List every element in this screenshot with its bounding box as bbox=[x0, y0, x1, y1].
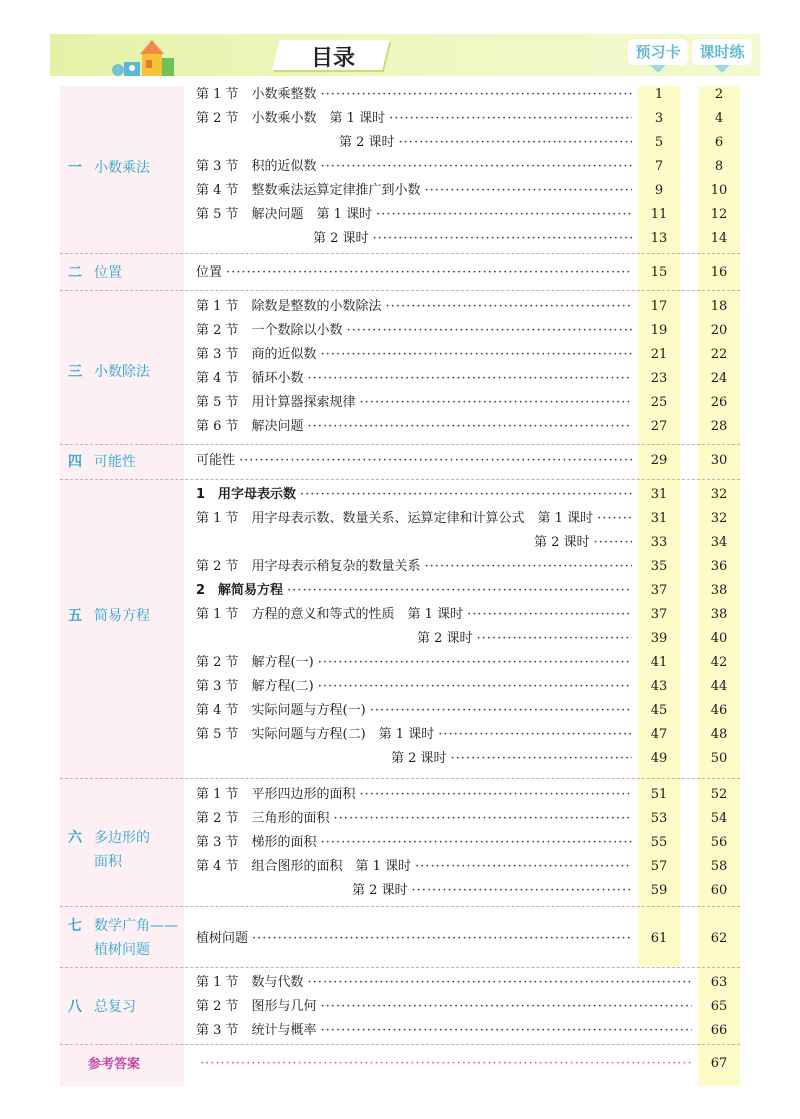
toc-entry-title: 第 4 节 组合图形的面积 第 1 课时 bbox=[196, 859, 412, 874]
toc-entry-title: 第 2 课时 bbox=[196, 631, 473, 646]
chapter-8[interactable] bbox=[68, 995, 136, 1019]
toc-entry-title: 第 2 节 解方程(一) bbox=[196, 655, 314, 670]
chapter-6[interactable] bbox=[68, 826, 150, 874]
practice-page-number[interactable]: 63 bbox=[710, 975, 728, 990]
dot-leader bbox=[304, 972, 692, 994]
practice-page-number[interactable]: 52 bbox=[710, 787, 728, 802]
toc-header bbox=[50, 34, 760, 76]
toc-row[interactable] bbox=[196, 628, 632, 650]
preview-page-number[interactable]: 37 bbox=[650, 607, 668, 622]
practice-page-number[interactable]: 66 bbox=[710, 1023, 728, 1038]
practice-page-number[interactable]: 8 bbox=[714, 159, 724, 174]
practice-page-number[interactable]: 10 bbox=[710, 183, 728, 198]
chapter-4[interactable] bbox=[68, 450, 136, 474]
toc-row[interactable] bbox=[196, 320, 632, 342]
practice-page-number[interactable]: 48 bbox=[710, 727, 728, 742]
dot-leader bbox=[304, 368, 632, 390]
practice-page-number[interactable]: 32 bbox=[710, 487, 728, 502]
toc-entry-title: 第 2 课时 bbox=[196, 751, 447, 766]
toc-row[interactable] bbox=[196, 156, 632, 178]
preview-page-number[interactable]: 31 bbox=[650, 511, 668, 526]
dot-leader bbox=[411, 856, 632, 878]
practice-page-number[interactable]: 56 bbox=[710, 835, 728, 850]
dot-leader bbox=[372, 204, 632, 226]
answer-key-label[interactable]: 参考答案 bbox=[88, 1057, 141, 1072]
chapter-divider bbox=[60, 479, 740, 480]
dot-leader bbox=[304, 416, 632, 438]
preview-page-number[interactable]: 45 bbox=[650, 703, 668, 718]
toc-row[interactable] bbox=[196, 344, 632, 366]
toc-row[interactable] bbox=[196, 580, 632, 602]
dot-leader bbox=[283, 580, 632, 602]
preview-page-number[interactable]: 47 bbox=[650, 727, 668, 742]
toc-row[interactable] bbox=[196, 484, 632, 506]
toc-row[interactable] bbox=[196, 724, 632, 746]
preview-page-number[interactable]: 43 bbox=[650, 679, 668, 694]
toc-entry-title: 位置 bbox=[196, 265, 223, 280]
toc-entry-title: 第 1 节 用字母表示数、数量关系、运算定律和计算公式 第 1 课时 bbox=[196, 511, 594, 526]
toc-entry-title: 第 2 节 图形与几何 bbox=[196, 999, 317, 1014]
toc-row[interactable] bbox=[196, 928, 632, 950]
toc-entry-title: 第 6 节 解决问题 bbox=[196, 419, 304, 434]
dot-leader bbox=[369, 228, 632, 250]
preview-page-number[interactable]: 29 bbox=[650, 453, 668, 468]
toc-row[interactable] bbox=[196, 652, 632, 674]
dot-leader bbox=[385, 108, 632, 130]
preview-page-number[interactable]: 55 bbox=[650, 835, 668, 850]
chapter-divider bbox=[60, 906, 740, 907]
toc-row[interactable] bbox=[196, 604, 632, 626]
toc-entry-title: 第 2 课时 bbox=[196, 883, 408, 898]
preview-page-number[interactable]: 3 bbox=[654, 111, 664, 126]
chapter-number: 三 bbox=[68, 364, 82, 380]
practice-page-number[interactable]: 30 bbox=[710, 453, 728, 468]
dot-leader bbox=[590, 532, 632, 554]
toc-entry-title: 第 3 节 统计与概率 bbox=[196, 1023, 317, 1038]
toc-entry-title: 第 2 节 用字母表示稍复杂的数量关系 bbox=[196, 559, 421, 574]
practice-page-number[interactable]: 14 bbox=[710, 231, 728, 246]
preview-page-number[interactable]: 37 bbox=[650, 583, 668, 598]
chapter-name: 小数乘法 bbox=[94, 160, 150, 176]
toc-entry-title: 第 2 节 小数乘小数 第 1 课时 bbox=[196, 111, 386, 126]
preview-page-number[interactable]: 57 bbox=[650, 859, 668, 874]
practice-page-number[interactable]: 6 bbox=[714, 135, 724, 150]
dot-leader bbox=[408, 880, 632, 902]
toc-row[interactable] bbox=[196, 700, 632, 722]
toc-row[interactable] bbox=[196, 132, 632, 154]
practice-page-number[interactable]: 54 bbox=[710, 811, 728, 826]
toc-row[interactable] bbox=[196, 972, 692, 994]
chapter-divider bbox=[60, 1044, 740, 1045]
preview-page-number[interactable]: 7 bbox=[654, 159, 664, 174]
dot-leader bbox=[296, 484, 632, 506]
dot-leader bbox=[196, 1053, 692, 1075]
practice-page-number[interactable]: 58 bbox=[710, 859, 728, 874]
toc-entry-title: 第 3 节 梯形的面积 bbox=[196, 835, 317, 850]
preview-page-number[interactable]: 53 bbox=[650, 811, 668, 826]
practice-page-number[interactable]: 50 bbox=[710, 751, 728, 766]
toc-entry-title: 第 5 节 解决问题 第 1 课时 bbox=[196, 207, 373, 222]
chapter-name-line2: 面积 bbox=[94, 854, 122, 870]
chapter-5[interactable] bbox=[68, 604, 150, 628]
toc-entry-title: 第 3 节 解方程(二) bbox=[196, 679, 314, 694]
practice-page-number[interactable]: 38 bbox=[710, 607, 728, 622]
practice-page-number[interactable]: 18 bbox=[710, 299, 728, 314]
toc-entry-title: 1 用字母表示数 bbox=[196, 487, 297, 502]
dot-leader bbox=[317, 832, 632, 854]
dot-leader bbox=[356, 784, 632, 806]
toc-entry-title: 2 解简易方程 bbox=[196, 583, 284, 598]
toc-row[interactable] bbox=[196, 416, 632, 438]
toc-row[interactable] bbox=[196, 1053, 692, 1075]
practice-page-number[interactable]: 2 bbox=[714, 87, 724, 102]
toc-entry-title: 第 4 节 循环小数 bbox=[196, 371, 304, 386]
preview-page-number[interactable]: 21 bbox=[650, 347, 668, 362]
practice-tag: 课时练 bbox=[692, 39, 752, 65]
chapter-name: 总复习 bbox=[94, 999, 136, 1015]
chapter-number: 六 bbox=[68, 830, 82, 846]
chapter-divider bbox=[60, 967, 740, 968]
toc-entry-title: 第 3 节 积的近似数 bbox=[196, 159, 317, 174]
preview-card-tag: 预习卡 bbox=[628, 39, 688, 65]
practice-page-number[interactable]: 46 bbox=[710, 703, 728, 718]
toc-entry-title: 第 2 课时 bbox=[196, 231, 369, 246]
preview-page-number[interactable]: 59 bbox=[650, 883, 668, 898]
toc-entry-title: 第 1 节 除数是整数的小数除法 bbox=[196, 299, 382, 314]
toc-row[interactable] bbox=[196, 368, 632, 390]
toc-row[interactable] bbox=[196, 748, 632, 770]
chapter-number: 八 bbox=[68, 999, 82, 1015]
toc-entry-title: 第 2 节 一个数除以小数 bbox=[196, 323, 343, 338]
practice-page-number[interactable]: 36 bbox=[710, 559, 728, 574]
chapter-1[interactable] bbox=[68, 156, 150, 180]
preview-page-number[interactable]: 15 bbox=[650, 265, 668, 280]
toc-row[interactable] bbox=[196, 262, 632, 284]
toc-row[interactable] bbox=[196, 296, 632, 318]
toc-entry-title: 可能性 bbox=[196, 453, 236, 468]
toc-row[interactable] bbox=[196, 392, 632, 414]
chapter-number: 一 bbox=[68, 160, 82, 176]
preview-page-number[interactable]: 27 bbox=[650, 419, 668, 434]
dot-leader bbox=[463, 604, 632, 626]
preview-page-number[interactable]: 13 bbox=[650, 231, 668, 246]
chapter-number: 四 bbox=[68, 454, 82, 470]
preview-page-number[interactable]: 61 bbox=[650, 931, 668, 946]
toc-entry-title: 第 4 节 实际问题与方程(一) bbox=[196, 703, 366, 718]
dot-leader bbox=[421, 180, 632, 202]
chapter-name: 可能性 bbox=[94, 454, 136, 470]
toc-row[interactable] bbox=[196, 808, 632, 830]
practice-page-number[interactable]: 44 bbox=[710, 679, 728, 694]
dot-leader bbox=[314, 652, 632, 674]
toc-row[interactable] bbox=[196, 450, 632, 472]
preview-page-number[interactable]: 19 bbox=[650, 323, 668, 338]
dot-leader bbox=[356, 392, 632, 414]
toc-row[interactable] bbox=[196, 84, 632, 106]
chapter-name-line1: 多边形的 bbox=[94, 830, 150, 846]
toc-entry-title: 第 2 节 三角形的面积 bbox=[196, 811, 330, 826]
dot-leader bbox=[317, 84, 632, 106]
dot-leader bbox=[395, 132, 632, 154]
toc-row[interactable] bbox=[196, 108, 632, 130]
toc-row[interactable] bbox=[196, 880, 632, 902]
practice-page-number[interactable]: 20 bbox=[710, 323, 728, 338]
practice-page-number[interactable]: 12 bbox=[710, 207, 728, 222]
chapter-name: 简易方程 bbox=[94, 608, 150, 624]
dot-leader bbox=[447, 748, 632, 770]
practice-page-number[interactable]: 62 bbox=[710, 931, 728, 946]
preview-page-number[interactable]: 49 bbox=[650, 751, 668, 766]
toc-row[interactable] bbox=[196, 508, 632, 530]
chapter-7[interactable] bbox=[68, 914, 178, 962]
toc-row[interactable] bbox=[196, 784, 632, 806]
chapter-number: 五 bbox=[68, 608, 82, 624]
preview-page-number[interactable]: 23 bbox=[650, 371, 668, 386]
practice-page-number[interactable]: 24 bbox=[710, 371, 728, 386]
toc-entry-title: 第 1 节 数与代数 bbox=[196, 975, 304, 990]
toc-row[interactable] bbox=[196, 832, 632, 854]
practice-page-number[interactable]: 4 bbox=[714, 111, 724, 126]
toc-row[interactable] bbox=[196, 556, 632, 578]
chapter-name-line1: 数学广角—— bbox=[94, 918, 178, 934]
practice-page-number[interactable]: 34 bbox=[710, 535, 728, 550]
dot-leader bbox=[382, 296, 632, 318]
toc-entry-title: 第 2 课时 bbox=[196, 135, 395, 150]
toc-entry-title: 第 4 节 整数乘法运算定律推广到小数 bbox=[196, 183, 421, 198]
chapter-name-line2: 植树问题 bbox=[94, 942, 150, 958]
chapter-divider bbox=[60, 253, 740, 254]
dot-leader bbox=[421, 556, 632, 578]
practice-page-number[interactable]: 42 bbox=[710, 655, 728, 670]
dot-leader bbox=[317, 1020, 692, 1042]
chapter-2[interactable] bbox=[68, 261, 122, 285]
preview-page-number[interactable]: 51 bbox=[650, 787, 668, 802]
practice-page-number[interactable]: 67 bbox=[710, 1056, 728, 1071]
preview-page-number[interactable]: 1 bbox=[654, 87, 664, 102]
preview-page-number[interactable]: 9 bbox=[654, 183, 664, 198]
chapter-name: 位置 bbox=[94, 265, 122, 281]
toc-entry-title: 第 3 节 商的近似数 bbox=[196, 347, 317, 362]
preview-page-number[interactable]: 39 bbox=[650, 631, 668, 646]
preview-page-number[interactable]: 5 bbox=[654, 135, 664, 150]
dot-leader bbox=[248, 928, 632, 950]
dot-leader bbox=[330, 808, 632, 830]
dot-leader bbox=[317, 996, 692, 1018]
practice-page-number[interactable]: 22 bbox=[710, 347, 728, 362]
chapter-3[interactable] bbox=[68, 360, 150, 384]
practice-page-number[interactable]: 40 bbox=[710, 631, 728, 646]
preview-page-number[interactable]: 41 bbox=[650, 655, 668, 670]
practice-page-number[interactable]: 28 bbox=[710, 419, 728, 434]
chapter-divider bbox=[60, 444, 740, 445]
castle-blocks-icon bbox=[84, 34, 174, 76]
chapter-number: 二 bbox=[68, 265, 82, 281]
toc-row[interactable] bbox=[196, 676, 632, 698]
practice-page-number[interactable]: 60 bbox=[710, 883, 728, 898]
preview-page-number[interactable]: 17 bbox=[650, 299, 668, 314]
chapter-number: 七 bbox=[68, 918, 82, 934]
dot-leader bbox=[317, 156, 632, 178]
dot-leader bbox=[434, 724, 632, 746]
chapter-divider bbox=[60, 778, 740, 779]
toc-row[interactable] bbox=[196, 1020, 692, 1042]
dot-leader bbox=[343, 320, 632, 342]
toc-entry-title: 第 5 节 实际问题与方程(二) 第 1 课时 bbox=[196, 727, 435, 742]
practice-page-number[interactable]: 65 bbox=[710, 999, 728, 1014]
preview-page-number[interactable]: 35 bbox=[650, 559, 668, 574]
toc-entry-title: 第 1 节 小数乘整数 bbox=[196, 87, 317, 102]
dot-leader bbox=[317, 344, 632, 366]
preview-page-number[interactable]: 33 bbox=[650, 535, 668, 550]
dot-leader bbox=[593, 508, 632, 530]
toc-row[interactable] bbox=[196, 532, 632, 554]
dot-leader bbox=[314, 676, 632, 698]
dot-leader bbox=[235, 450, 632, 472]
toc-entry-title: 第 5 节 用计算器探索规律 bbox=[196, 395, 356, 410]
toc-row[interactable] bbox=[196, 856, 632, 878]
toc-row[interactable] bbox=[196, 204, 632, 226]
practice-page-number[interactable]: 16 bbox=[710, 265, 728, 280]
page-title: 目录 bbox=[310, 46, 355, 71]
practice-page-number[interactable]: 32 bbox=[710, 511, 728, 526]
practice-page-number[interactable]: 26 bbox=[710, 395, 728, 410]
practice-page-number[interactable]: 38 bbox=[710, 583, 728, 598]
toc-entry-title: 第 1 节 方程的意义和等式的性质 第 1 课时 bbox=[196, 607, 464, 622]
toc-row[interactable] bbox=[196, 180, 632, 202]
toc-entry-title: 植树问题 bbox=[196, 931, 249, 946]
toc-row[interactable] bbox=[196, 996, 692, 1018]
dot-leader bbox=[473, 628, 632, 650]
chapter-name: 小数除法 bbox=[94, 364, 150, 380]
chapter-divider bbox=[60, 290, 740, 291]
toc-entry-title: 第 2 课时 bbox=[196, 535, 590, 550]
preview-page-number[interactable]: 25 bbox=[650, 395, 668, 410]
dot-leader bbox=[222, 262, 632, 284]
toc-row[interactable] bbox=[196, 228, 632, 250]
toc-entry-title: 第 1 节 平形四边形的面积 bbox=[196, 787, 356, 802]
preview-page-number[interactable]: 11 bbox=[650, 207, 668, 222]
preview-page-number[interactable]: 31 bbox=[650, 487, 668, 502]
dot-leader bbox=[366, 700, 632, 722]
